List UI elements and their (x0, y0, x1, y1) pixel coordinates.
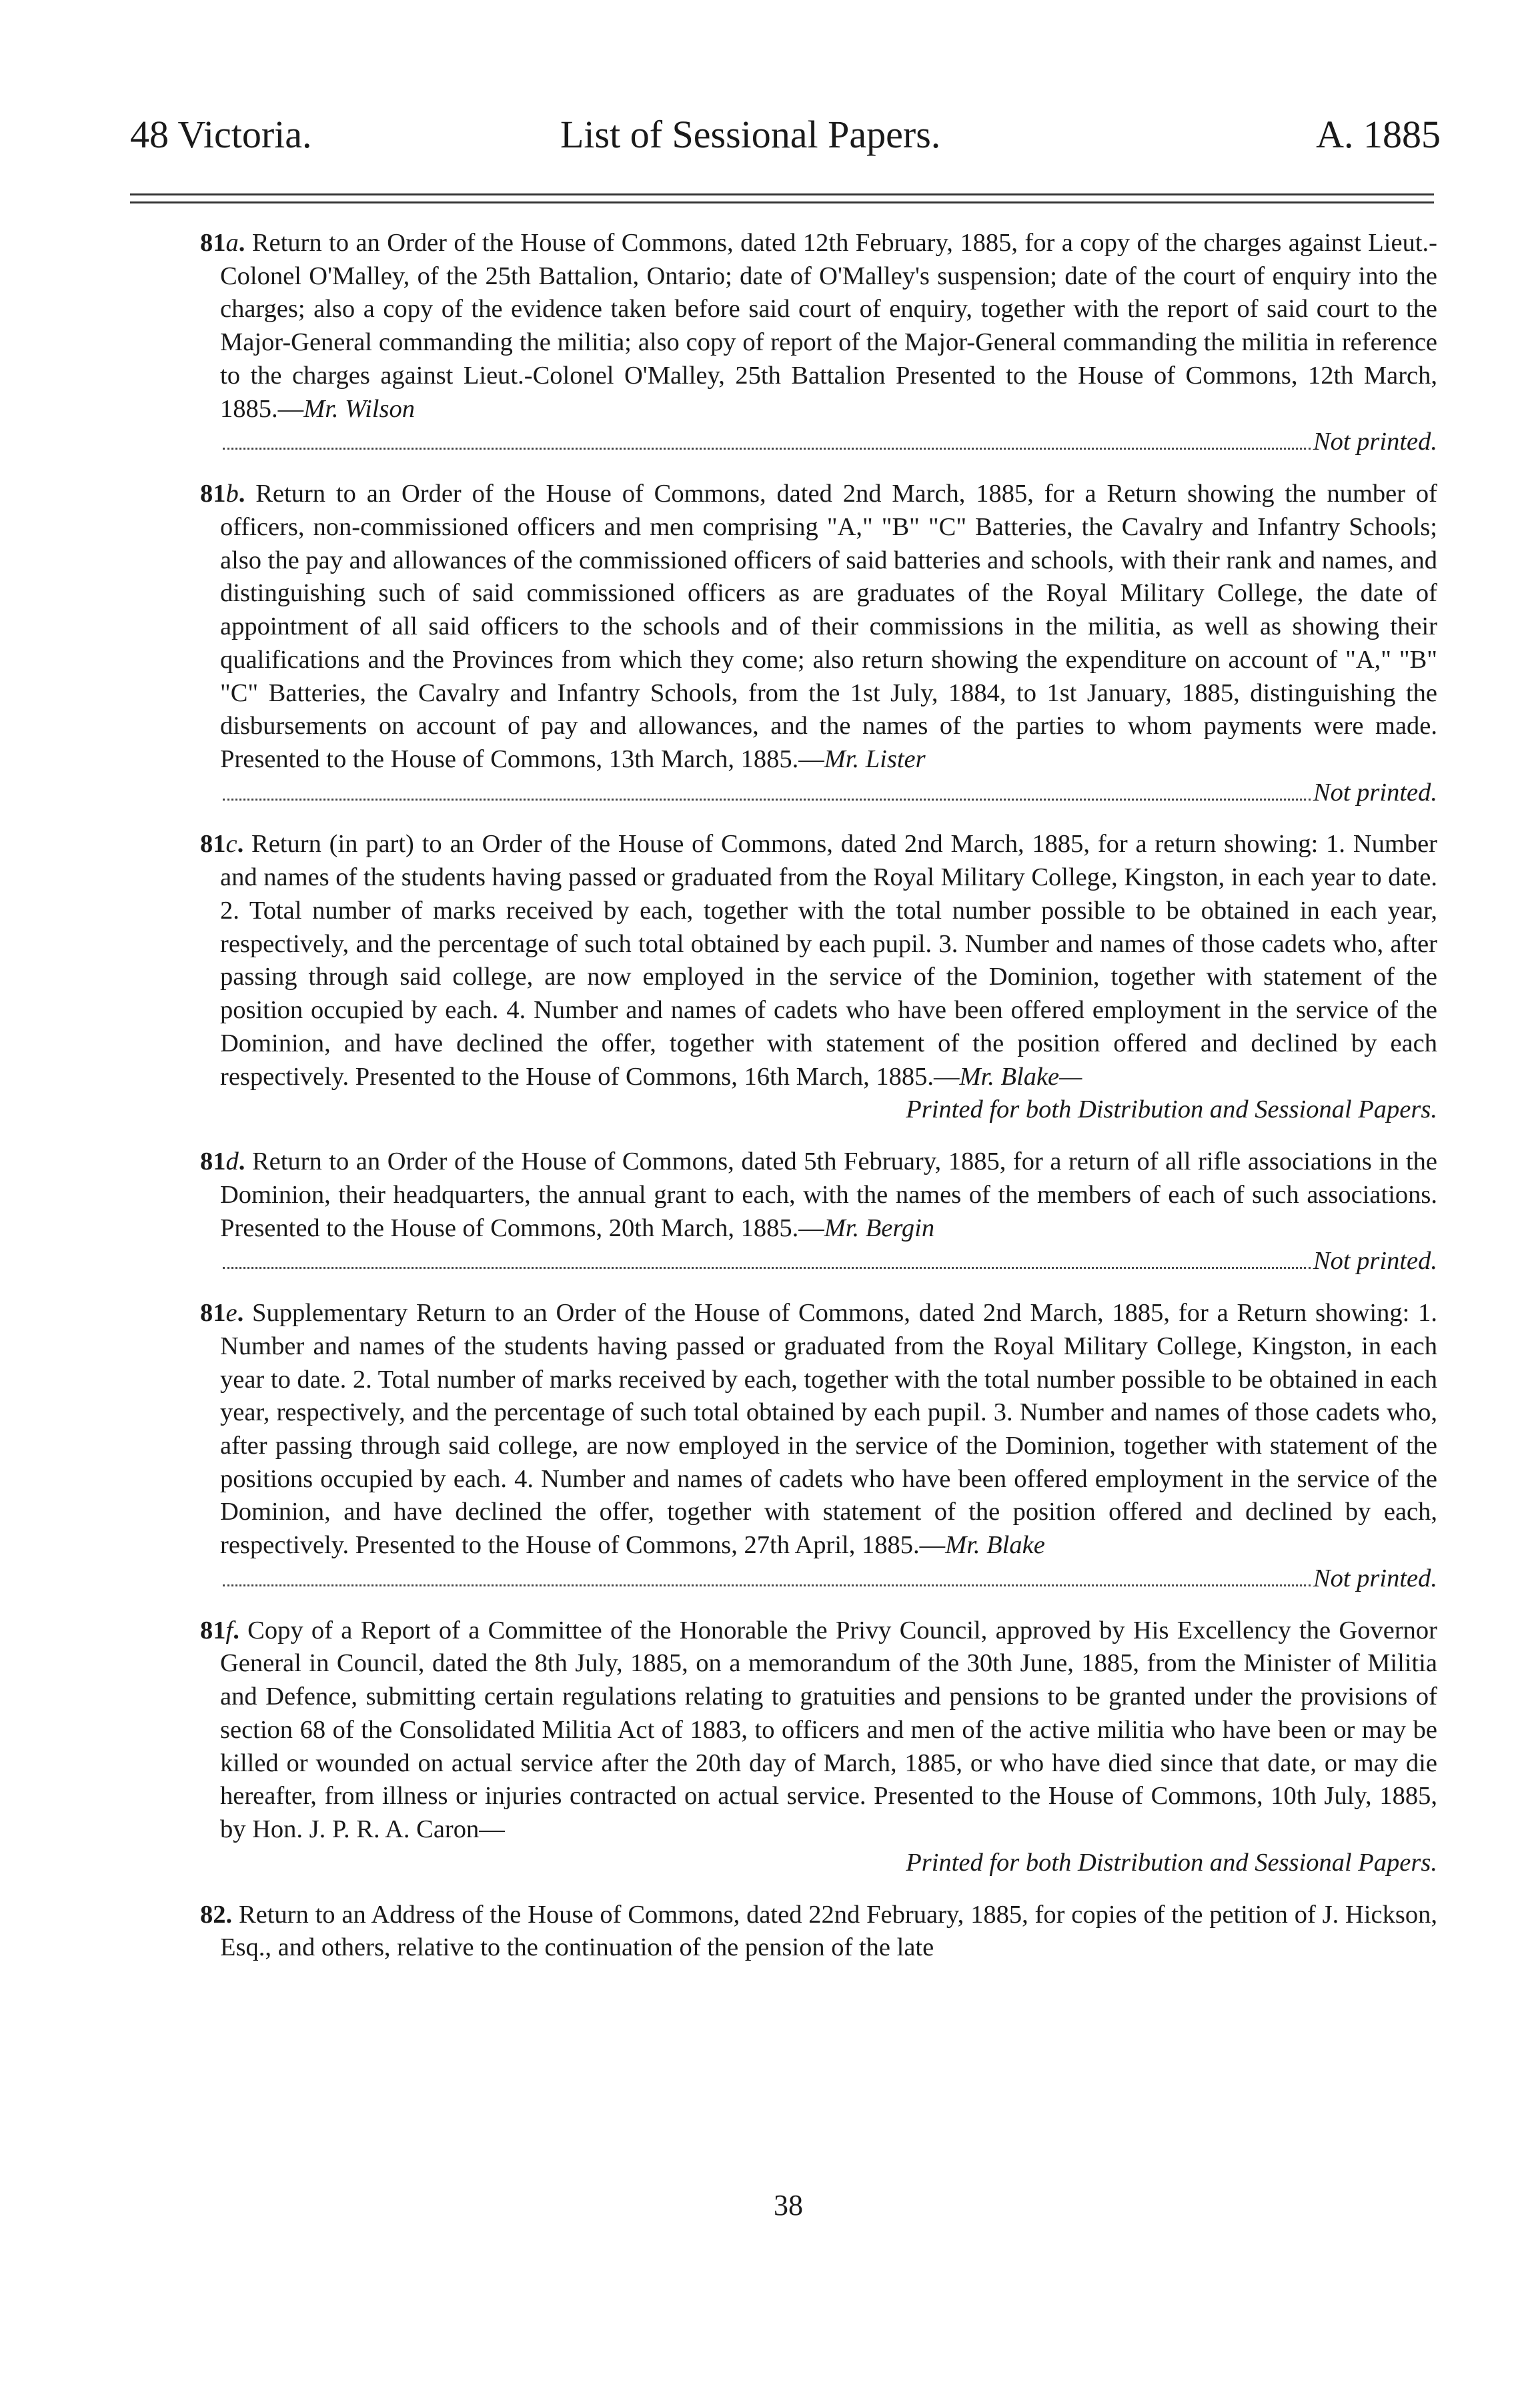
entry-81c (200, 828, 1437, 1127)
entry-status: Not printed. (1313, 428, 1437, 456)
entry-81b (200, 478, 1437, 809)
entry-status: Not printed. (1313, 1247, 1437, 1276)
page-header (130, 112, 1441, 165)
entry-status-line (220, 426, 1437, 459)
dot-leader (223, 1267, 1311, 1269)
entry-text: Return to an Order of the House of Commons, dated 5th February, 1885, for a return of all rifle associations in the Dominion, their headquarters, the annual grant to each, with the names of the members of each of such associations. Presented to the House of Commons, 20th March, 1885.— (220, 1147, 1437, 1242)
header-rule-top (130, 193, 1434, 195)
entry-number: 82. (200, 1900, 233, 1929)
entry-text: Copy of a Report of a Committee of the Honorable the Privy Council, approved by His Excellency the Governor General in Council, dated the 8th July, 1885, on a memorandum of the 30th June, 1885, from the Minister of Militia and Defence, submitting certain regulations relating to gratuities and pensions to be granted under the provisions of section 68 of the Consolidated Militia Act of 1883, to officers and men of the active militia who have been or may be killed or wounded on actual service after the 20th day of March, 1885, or who have died since that date, or may die hereafter, from illness or injuries contracted on actual service. Presented to the House of Commons, 10th July, 1885, by Hon. J. P. R. A. Caron— (220, 1616, 1437, 1844)
entry-status-line (220, 1562, 1437, 1596)
entry-text: Supplementary Return to an Order of the House of Commons, dated 2nd March, 1885, for a Return showing: 1. Number and names of the students having passed or graduated from the Royal Military College, Kingston, in each year to date. 2. Total number of marks received by each, together with the total number possible to be obtained in each year, respectively, and the percentage of such total obtained by each pupil. 3. Number and names of those cadets who, after passing through said college, are now employed in the service of the Dominion, together with statement of the positions occupied by each. 4. Number and names of cadets who have been offered employment in the service of the Dominion, and have declined the offer, together with statement of the position offered and declined by each, respectively. Presented to the House of Commons, 27th April, 1885.— (220, 1299, 1437, 1560)
page-number: 38 (774, 2189, 803, 2222)
header-title: List of Sessional Papers. (560, 113, 941, 156)
entry-text: Return to an Address of the House of Commons, dated 22nd February, 1885, for copies of the petition of J. Hickson, Esq., and others, relative to the continuation of the pension of the late (220, 1900, 1438, 1962)
entry-status: Not printed. (1313, 778, 1437, 807)
entry-status-line (220, 1245, 1437, 1278)
entry-81f (200, 1614, 1437, 1880)
entry-number: 81e. (200, 1299, 244, 1328)
entries-list (200, 227, 1437, 1983)
entry-number: 81a. (200, 229, 245, 257)
entry-presenter: Mr. Lister (824, 745, 926, 774)
entry-presenter: Mr. Wilson (303, 394, 415, 423)
entry-status: Printed for both Distribution and Sessional Papers. (906, 1095, 1437, 1124)
header-session: 48 Victoria. (130, 113, 312, 156)
entry-text: Return (in part) to an Order of the House of Commons, dated 2nd March, 1885, for a return showing: 1. Number and names of the students having passed or graduated from the Royal Military College, Kingston, in each year to date. 2. Total number of marks received by each, together with the total number possible to be obtained in each year, respectively, and the percentage of such total obtained by each pupil. 3. Number and names of those cadets who, after passing through said college, are now employed in the service of the Dominion, together with statement of the position occupied by each. 4. Number and names of cadets who have been offered employment in the service of the Dominion, and have declined the offer, together with statement of the position offered and declined by each respectively. Presented to the House of Commons, 16th March, 1885.— (220, 830, 1437, 1091)
entry-presenter: Mr. Bergin (824, 1214, 935, 1242)
entry-presenter: Mr. Blake (945, 1531, 1045, 1560)
entry-number: 81f. (200, 1616, 239, 1644)
entry-81d (200, 1145, 1437, 1278)
entry-status: Printed for both Distribution and Sessional Papers. (906, 1848, 1437, 1877)
entry-presenter: Mr. Blake— (959, 1062, 1082, 1091)
header-rule-bottom (130, 201, 1434, 203)
entry-status: Not printed. (1313, 1564, 1437, 1592)
entry-number: 81b. (200, 480, 245, 508)
dot-leader (223, 799, 1311, 801)
entry-status-line (220, 777, 1437, 810)
dot-leader (223, 448, 1311, 450)
entry-number: 81c. (200, 830, 244, 859)
entry-text: Return to an Order of the House of Commons, dated 12th February, 1885, for a copy of the charges against Lieut.-Colonel O'Malley, of the 25th Battalion, Ontario; date of O'Malley's suspension; date of the court of enquiry into the charges; also a copy of the evidence taken before said court of enquiry, together with the report of said court to the Major-General commanding the militia; also copy of report of the Major-General commanding the militia in reference to the charges against Lieut.-Colonel O'Malley, 25th Battalion Presented to the House of Commons, 12th March, 1885.— (220, 229, 1437, 423)
entry-text: Return to an Order of the House of Commons, dated 2nd March, 1885, for a Return showing the number of officers, non-commissioned officers and men comprising "A," "B" "C" Batteries, the Cavalry and Infantry Schools; also the pay and allowances of the commissioned officers of said batteries and schools, with their rank and names, and distinguishing such of said commissioned officers as are graduates of the Royal Military College, the date of appointment of all said officers to the schools and of their commissions in the militia, as well as showing their qualifications and the Provinces from which they come; also return showing the expenditure on account of "A," "B" "C" Batteries, the Cavalry and Infantry Schools, from the 1st July, 1884, to 1st January, 1885, distinguishing the disbursements on account of pay and allowances, and the names of the parties to whom payments were made. Presented to the House of Commons, 13th March, 1885.— (220, 480, 1437, 774)
dot-leader (223, 1584, 1311, 1586)
header-year: A. 1885 (1316, 113, 1441, 156)
entry-number: 81d. (200, 1147, 245, 1176)
entry-82 (200, 1899, 1437, 1965)
entry-81a (200, 227, 1437, 459)
entry-81e (200, 1297, 1437, 1596)
